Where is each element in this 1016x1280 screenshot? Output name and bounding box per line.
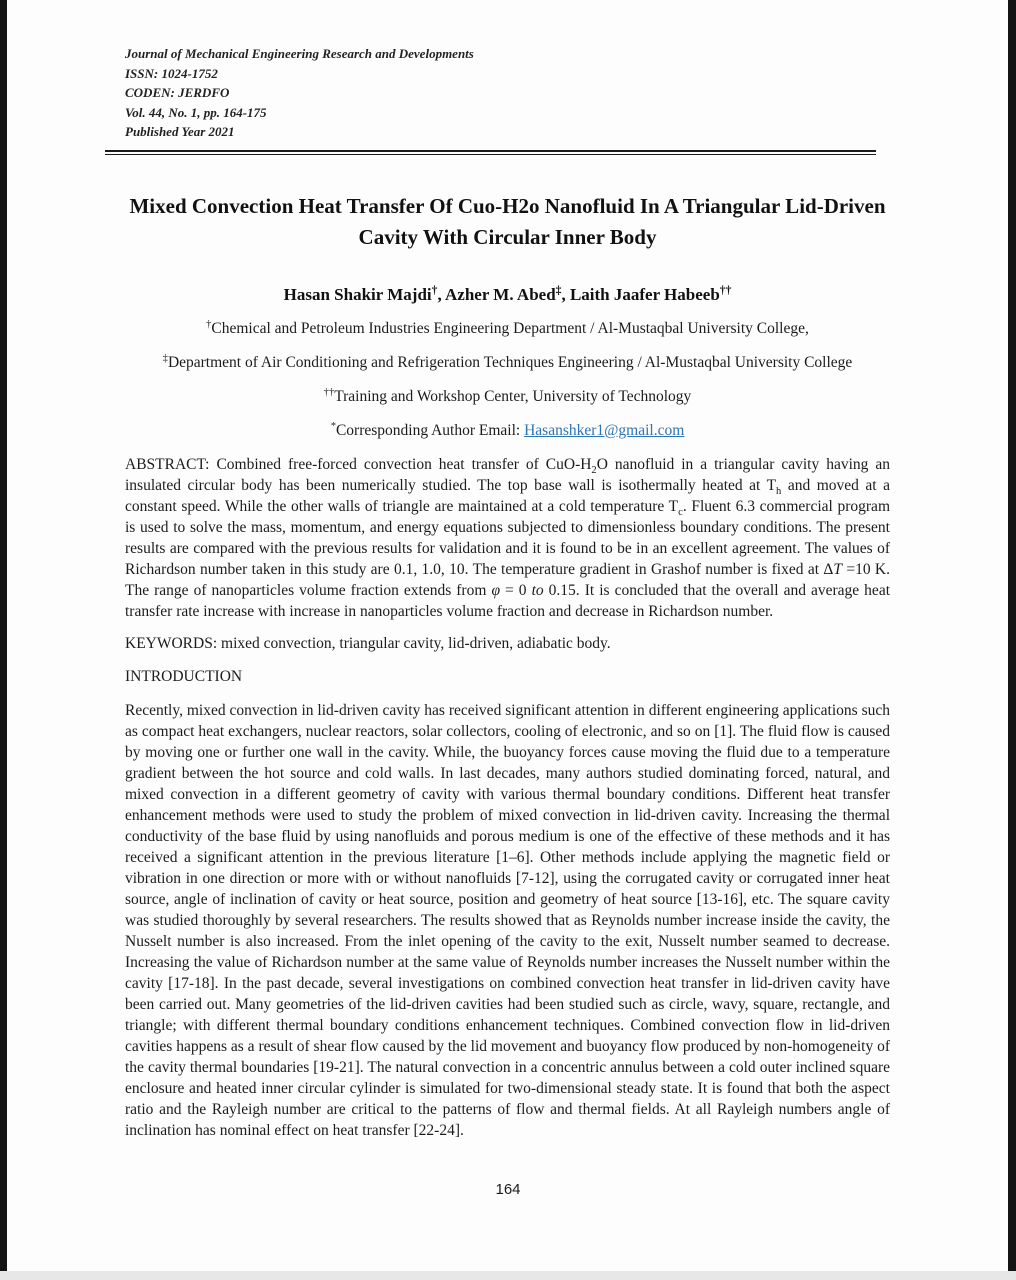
page-number: 164 [495, 1181, 521, 1198]
journal-published-year: Published Year 2021 [125, 124, 235, 139]
authors-line: Hasan Shakir Majdi†, Azher M. Abed‡, Laith Jaafer Habeeb†† [283, 282, 732, 304]
corresponding-author-line: *Corresponding Author Email: Hasanshker1@gmail.com [330, 420, 685, 439]
journal-header [125, 44, 890, 142]
journal-coden: CODEN: JERDFO [125, 85, 230, 100]
header-divider [105, 150, 876, 155]
paper-title: Mixed Convection Heat Transfer Of Cuo-H2o Nanofluid In A Triangular Lid-Driven Cavity With Circular Inner Body [129, 193, 886, 249]
keywords-line: KEYWORDS: mixed convection, triangular cavity, lid-driven, adiabatic body. [125, 634, 611, 652]
journal-issn: ISSN: 1024-1752 [125, 65, 218, 81]
journal-volume: Vol. 44, No. 1, pp. 164-175 [125, 104, 267, 120]
affiliation-line-2: ‡Department of Air Conditioning and Refrigeration Techniques Engineering / Al-Mustaqbal University College [162, 352, 853, 371]
corresponding-email-link[interactable]: Hasanshker1@gmail.com [524, 421, 685, 439]
abstract-paragraph: ABSTRACT: Combined free-forced convection heat transfer of CuO-$H_2O$ nanofluid in a triangular cavity having an insulated circular body has been numerically studied. The top base wall is isothermally heated at $T_h$ and moved at a constant speed. While the other walls of triangle are maintained at a cold temperature $T_c$. Fluent 6.3 commercial program is used to solve the mass, momentum, and energy equations subjected to dimensionless boundary conditions. The present results are compared with the previous results for validation and it is found to be in an excellent agreement. The values of Richardson number taken in this study are 0.1, 1.0, 10. The temperature gradient in Grashof number is fixed at ΔT =10 K. The range of nanoparticles volume fraction extends from φ = 0 to 0.15. It is concluded that the overall and average heat transfer rate increase with increase in nanoparticles volume fraction and decrease in Richardson number. [125, 455, 891, 620]
journal-name: Journal of Mechanical Engineering Research and Developments [125, 46, 474, 61]
introduction-paragraph: Recently, mixed convection in lid-driven cavity has received significant attention in different engineering applications such as compact heat exchangers, nuclear reactors, solar collectors, cooling of electronic, and so on [1]. The fluid flow is caused by moving one or further one wall in the cavity. While, the buoyancy forces cause moving the fluid due to a temperature gradient between the hot source and cold walls. In last decades, many authors studied dominating forced, natural, and mixed convection in a different geometry of cavity with various thermal boundary conditions. Different heat transfer enhancement methods were used to study the problem of mixed convection in lid-driven cavity. Increasing the thermal conductivity of the base fluid by using nanofluids and porous medium is one of the effective of these methods and it has received a significant attention in the previous literature [1–6]. Other methods include applying the magnetic field or vibration in one direction or more with or without nanofluids [7-12], using the corrugated cavity or corrugated inner heat source, angle of inclination of cavity or heat source, position and geometry of heat source [13-16], etc. The square cavity was studied thoroughly by several researchers. The results showed that as Reynolds number increase inside the cavity, the Nusselt number is also increased. From the inlet opening of the cavity to the exit, Nusselt number seamed to decrease. Increasing the value of Richardson number at the same value of Reynolds number increases the Nusselt number within the cavity [17-18]. In the past decade, several investigations on combined convection heat transfer in lid-driven cavity have been carried out. Many geometries of the lid-driven cavities had been studied such as circle, wavy, square, rectangle, and triangle; with different thermal boundary conditions enhancement techniques. Combined convection flow in lid-driven cavities happens as a result of shear flow caused by the lid movement and buoyancy flow produced by non-homogeneity of the cavity thermal boundaries [19-21]. The natural convection in a concentric annulus between a cold outer inclined square enclosure and heated inner circular cylinder is simulated for two-dimensional steady state. It is found that both the aspect ratio and the Rayleigh number are critical to the patterns of flow and thermal fields. At all Rayleigh numbers angle of inclination has nominal effect on heat transfer [22-24]. [125, 701, 890, 1139]
section-heading-introduction: INTRODUCTION [125, 667, 243, 685]
affiliation-line-3: ††Training and Workshop Center, University of Technology [323, 386, 692, 405]
affiliation-line-1: †Chemical and Petroleum Industries Engineering Department / Al-Mustaqbal University College, [206, 318, 809, 337]
